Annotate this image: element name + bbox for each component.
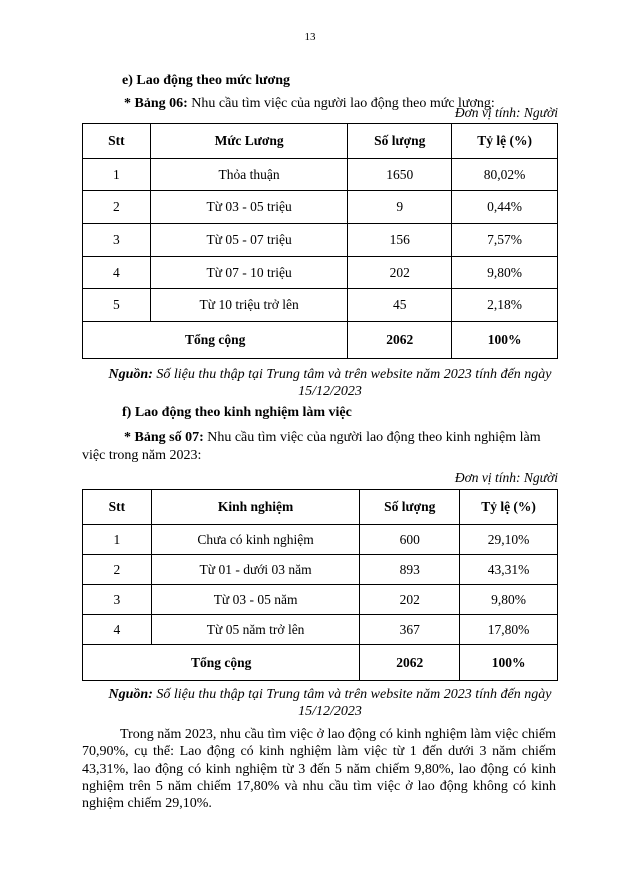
table-07-total-count: 2062 (360, 645, 460, 681)
table-row (83, 585, 558, 615)
table-07-caption-line2: việc trong năm 2023: (82, 448, 202, 463)
summary-paragraph (82, 726, 556, 812)
table-cell: 1650 (348, 159, 452, 191)
table-cell: 2 (83, 191, 151, 224)
table-cell: 9,80% (460, 585, 558, 615)
table-cell: Từ 05 - 07 triệu (150, 224, 348, 257)
table-07-caption-text: Nhu cầu tìm việc của người lao động theo kinh nghiệm làm (203, 430, 541, 445)
table-cell: Từ 03 - 05 năm (151, 585, 360, 615)
table-cell: Từ 10 triệu trở lên (150, 289, 348, 322)
table-cell: Từ 03 - 05 triệu (150, 191, 348, 224)
table-07-caption (124, 430, 541, 446)
table-07-unit: Đơn vị tính: Người (454, 470, 558, 485)
page-number: 13 (304, 31, 316, 43)
table-cell: 9 (348, 191, 452, 224)
table-06-source-date: 15/12/2023 (298, 384, 362, 399)
table-cell: 202 (348, 257, 452, 289)
table-06 (82, 123, 558, 359)
table-row (83, 615, 558, 645)
table-06-total-rate: 100% (452, 322, 558, 359)
table-07-total-row (83, 645, 558, 681)
table-07-total-label: Tổng cộng (83, 645, 360, 681)
table-07-total-rate: 100% (460, 645, 558, 681)
table-cell: 367 (360, 615, 460, 645)
table-07-source-text: Số liệu thu thập tại Trung tâm và trên website năm 2023 tính đến ngày (152, 687, 552, 702)
table-07-header-count: Số lượng (360, 490, 460, 525)
table-06-total-label: Tổng cộng (83, 322, 348, 359)
table-06-source-label: Nguồn: (108, 367, 153, 382)
table-06-header-stt: Stt (83, 124, 151, 159)
table-cell: 1 (83, 159, 151, 191)
table-row (83, 257, 558, 289)
table-07-header-experience: Kinh nghiệm (151, 490, 360, 525)
table-row (83, 525, 558, 555)
summary-paragraph-text: Trong năm 2023, nhu cầu tìm việc ở lao động có kinh nghiệm làm việc chiếm 70,90%, cụ thể: Lao động có kinh nghiệm làm việc từ 1 đến dưới 3 năm chiếm 43,31%, lao động có kinh nghiệm từ 3 đến 5 năm chiếm 9,80%, lao động có kinh nghiệm trên 5 năm chiếm 17,80% và nhu cầu tìm việc ở lao động không có kinh nghiệm chiếm 29,10%. (82, 727, 556, 812)
table-cell: 4 (83, 257, 151, 289)
table-cell: 893 (360, 555, 460, 585)
table-cell: 156 (348, 224, 452, 257)
table-cell: Thỏa thuận (150, 159, 348, 191)
table-06-caption-text: Nhu cầu tìm việc của người lao động theo mức lương: (187, 96, 495, 111)
table-06-header-row (83, 124, 558, 159)
table-row (83, 159, 558, 191)
table-cell: 7,57% (452, 224, 558, 257)
table-06-unit: Đơn vị tính: Người (454, 105, 558, 120)
table-07-source (60, 686, 600, 720)
table-cell: Chưa có kinh nghiệm (151, 525, 360, 555)
table-06-total-count: 2062 (348, 322, 452, 359)
table-cell: 4 (83, 615, 152, 645)
table-row (83, 555, 558, 585)
table-06-header-rate: Tỷ lệ (%) (452, 124, 558, 159)
table-07-source-label: Nguồn: (108, 687, 153, 702)
table-cell: 43,31% (460, 555, 558, 585)
table-06-caption-label: * Bảng 06: (124, 96, 188, 111)
section-e-heading: e) Lao động theo mức lương (122, 73, 291, 88)
table-06-source (60, 366, 600, 400)
table-cell: 2,18% (452, 289, 558, 322)
table-cell: 45 (348, 289, 452, 322)
table-cell: 5 (83, 289, 151, 322)
section-f-heading: f) Lao động theo kinh nghiệm làm việc (122, 405, 352, 420)
table-07-header-rate: Tỷ lệ (%) (460, 490, 558, 525)
table-06-header-salary: Mức Lương (150, 124, 348, 159)
table-cell: 17,80% (460, 615, 558, 645)
table-07-source-date: 15/12/2023 (298, 704, 362, 719)
table-row (83, 191, 558, 224)
table-cell: 2 (83, 555, 152, 585)
table-06-header-count: Số lượng (348, 124, 452, 159)
table-06-source-text: Số liệu thu thập tại Trung tâm và trên website năm 2023 tính đến ngày (152, 367, 552, 382)
table-cell: 0,44% (452, 191, 558, 224)
table-cell: 3 (83, 224, 151, 257)
table-cell: Từ 07 - 10 triệu (150, 257, 348, 289)
table-06-total-row (83, 322, 558, 359)
table-07-header-row (83, 490, 558, 525)
table-07-header-stt: Stt (83, 490, 152, 525)
table-cell: Từ 01 - dưới 03 năm (151, 555, 360, 585)
table-row (83, 224, 558, 257)
table-row (83, 289, 558, 322)
table-cell: 9,80% (452, 257, 558, 289)
table-07-caption-label: * Bảng số 07: (124, 430, 204, 445)
table-cell: 202 (360, 585, 460, 615)
table-cell: 80,02% (452, 159, 558, 191)
table-cell: 29,10% (460, 525, 558, 555)
table-cell: 600 (360, 525, 460, 555)
table-cell: Từ 05 năm trở lên (151, 615, 360, 645)
table-cell: 3 (83, 585, 152, 615)
table-cell: 1 (83, 525, 152, 555)
table-07 (82, 489, 558, 681)
